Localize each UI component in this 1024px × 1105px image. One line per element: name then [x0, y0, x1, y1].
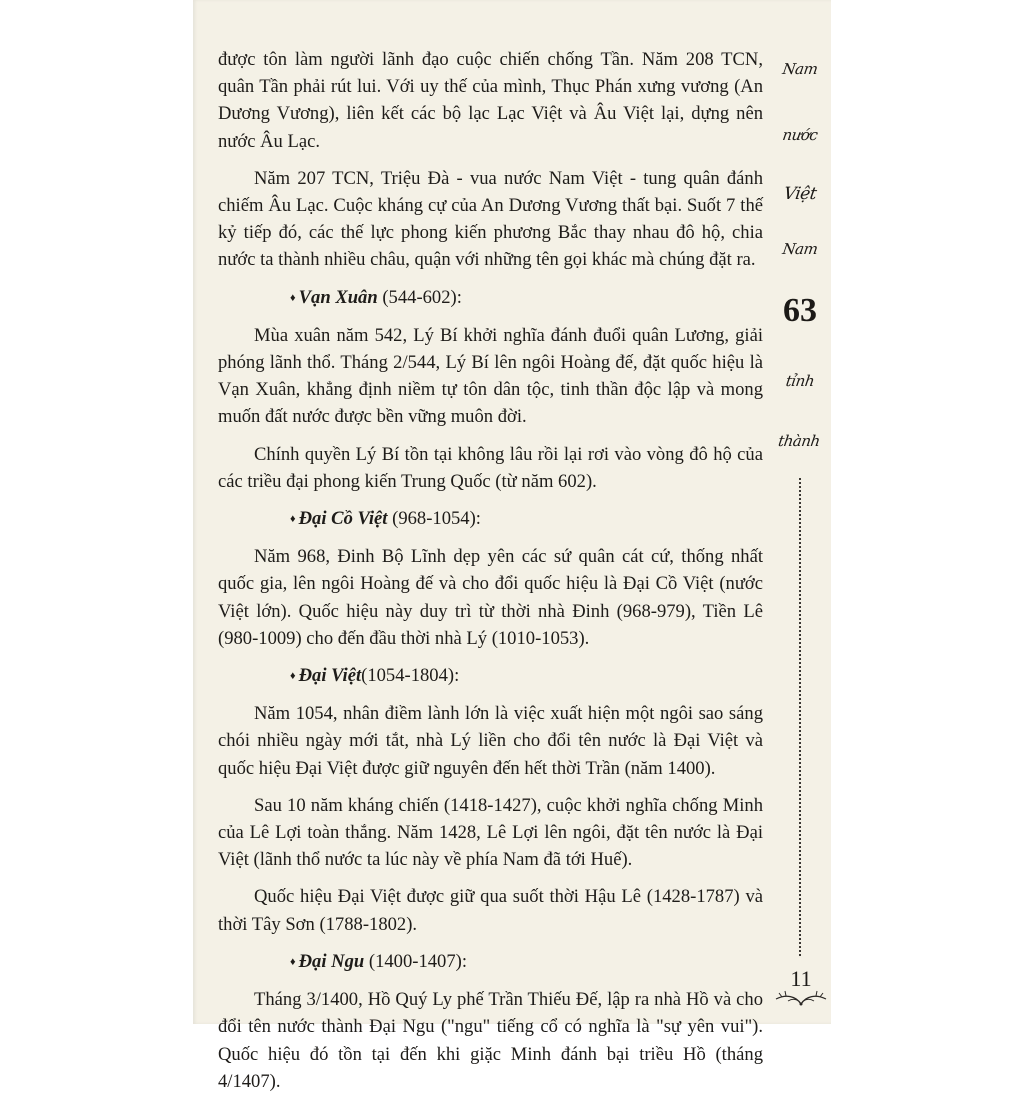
sidebar-word: Việt [782, 184, 818, 204]
diamond-bullet-icon: ♦ [290, 670, 296, 683]
section-heading-dai-co-viet [218, 505, 763, 533]
section-years: (544-602): [382, 286, 462, 308]
sidebar-word: nước [781, 126, 819, 144]
diamond-bullet-icon: ♦ [290, 513, 296, 526]
section-name: Đại Việt [298, 665, 362, 687]
paragraph: Tháng 3/1400, Hồ Quý Ly phế Trần Thiếu Đế, lập ra nhà Hồ và cho đổi tên nước thành Đại Ngu ("ngu" tiếng cổ có nghĩa là "sự yên vui"). Quốc hiệu đó tồn tại đến khi giặc Minh đánh bại triều Hồ (tháng 4/1407). [218, 989, 763, 1092]
paragraph: Năm 968, Đinh Bộ Lĩnh dẹp yên các sứ quân cát cứ, thống nhất quốc gia, lên ngôi Hoàng đế và cho đổi quốc hiệu là Đại Cồ Việt (nước Việt lớn). Quốc hiệu này duy trì từ thời nhà Đinh (968-979), Tiền Lê (980-1009) cho đến đầu thời nhà Lý (1010-1053). [218, 546, 763, 649]
dotted-divider [799, 478, 801, 956]
diamond-bullet-icon: ♦ [290, 291, 296, 304]
paragraph: Quốc hiệu Đại Việt được giữ qua suốt thời Hậu Lê (1428-1787) và thời Tây Sơn (1788-1802). [218, 886, 763, 935]
paragraph: Năm 1054, nhân điềm lành lớn là việc xuất hiện một ngôi sao sáng chói nhiều ngày mới tắt, nhà Lý liền cho đổi tên nước là Đại Việt và quốc hiệu Đại Việt được giữ nguyên đến hết thời Trần (năm 1400). [218, 703, 763, 779]
section-heading-van-xuan [218, 284, 763, 312]
sidebar-word: thành [777, 432, 821, 450]
section-years: (968-1054): [392, 508, 481, 530]
sidebar-word: Nam [781, 240, 819, 258]
section-years: (1054-1804): [361, 665, 460, 687]
sidebar-word: Nam [781, 60, 819, 78]
floral-ornament-icon [772, 990, 830, 1006]
paragraph: Năm 207 TCN, Triệu Đà - vua nước Nam Việt - tung quân đánh chiếm Âu Lạc. Cuộc kháng cự của An Dương Vương thất bại. Suốt 7 thế kỷ tiếp đó, các thế lực phong kiến phương Bắc thay nhau đô hộ, chia nước ta thành nhiều châu, quận với những tên gọi khác mà chúng đặt ra. [218, 167, 763, 271]
paragraph: Chính quyền Lý Bí tồn tại không lâu rồi lại rơi vào vòng đô hộ của các triều đại phong kiến Trung Quốc (từ năm 602). [218, 443, 763, 492]
sidebar-word: tỉnh [784, 372, 816, 390]
section-heading-dai-ngu [218, 948, 763, 976]
main-text [218, 46, 763, 1105]
paragraph: được tôn làm người lãnh đạo cuộc chiến chống Tần. Năm 208 TCN, quân Tần phải rút lui. Với uy thế của mình, Thục Phán xưng vương (An Dương Vương), liên kết các bộ lạc Lạc Việt và Âu Việt lại, dựng nên nước Âu Lạc. [218, 49, 763, 152]
section-name: Vạn Xuân [298, 286, 378, 308]
page-number: 11 [790, 966, 812, 991]
section-heading-dai-viet [218, 662, 763, 690]
diamond-bullet-icon: ♦ [290, 955, 296, 968]
section-years: (1400-1407): [368, 950, 468, 972]
paragraph: Sau 10 năm kháng chiến (1418-1427), cuộc khởi nghĩa chống Minh của Lê Lợi toàn thắng. Năm 1428, Lê Lợi lên ngôi, đặt tên nước là Đại Việt (lãnh thổ nước ta lúc này về phía Nam đã tới Huế). [218, 794, 763, 871]
paragraph: Mùa xuân năm 542, Lý Bí khởi nghĩa đánh đuổi quân Lương, giải phóng lãnh thổ. Tháng 2/544, Lý Bí lên ngôi Hoàng đế, đặt quốc hiệu là Vạn Xuân, khẳng định niềm tự tôn dân tộc, tinh thần độc lập và mong muốn đất nước được bền vững muôn đời. [218, 324, 763, 428]
sidebar-number: 63 [783, 292, 817, 329]
section-name: Đại Ngu [298, 950, 365, 972]
section-name: Đại Cồ Việt [298, 508, 388, 530]
